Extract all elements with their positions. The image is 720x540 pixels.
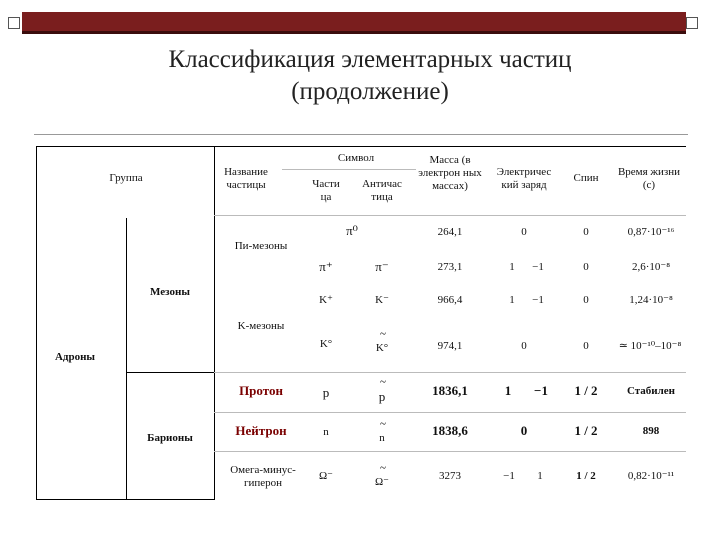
header-spin: Спин [573, 172, 599, 184]
row-lifetime: 2,6·10⁻⁸ [631, 261, 671, 273]
row-antiparticle: K⁻ [375, 294, 389, 306]
header-name: Название частицы [224, 166, 268, 191]
row-charge-antiparticle: −1 [532, 294, 544, 306]
row-mass: 3273 [439, 470, 461, 482]
row-spin: 0 [583, 340, 589, 352]
row-particle: π⁺ [319, 259, 333, 274]
row-charge-antiparticle: 1 [537, 470, 543, 482]
header-underline [214, 215, 686, 216]
title-line-2: (продолжение) [291, 78, 449, 105]
particles-table [36, 146, 686, 500]
row-spin: 0 [583, 294, 589, 306]
row-lifetime: 0,87·10⁻¹⁶ [627, 226, 675, 238]
header-mass: Масса (в электрон ных массах) [418, 154, 482, 192]
row-mass: 264,1 [437, 226, 463, 238]
mesons-baryons-line [126, 372, 214, 373]
tilde-mark: ~ [380, 328, 386, 340]
row-charge-particle: 1 [509, 294, 515, 306]
row-name: Нейтрон [235, 423, 287, 438]
row-lifetime: 0,82·10⁻¹¹ [627, 470, 675, 482]
header-symbol: Символ [337, 152, 375, 164]
row-name: Пи-мезоны [234, 240, 288, 252]
row-spin: 1 / 2 [574, 383, 598, 398]
group-hadrons: Адроны [54, 351, 96, 363]
header-group: Группа [109, 172, 143, 184]
row-particle: p [322, 385, 330, 400]
table-border-top [36, 146, 686, 147]
header-lifetime: Время жизни (с) [617, 166, 681, 191]
row-spin: 0 [583, 261, 589, 273]
table-border-bottom [36, 499, 214, 500]
tilde-mark: ~ [380, 376, 386, 388]
row-mass: 1838,6 [432, 423, 468, 438]
tilde-mark: ~ [380, 462, 386, 474]
row-antiparticle: p [378, 389, 386, 404]
group-baryons: Барионы [147, 432, 193, 444]
table-col-line [214, 146, 215, 500]
row-charge: 0 [520, 423, 528, 438]
row-charge: 0 [521, 340, 527, 352]
row-charge-particle: 1 [504, 383, 512, 398]
row-name: Протон [239, 383, 283, 398]
group-mesons: Мезоны [150, 286, 190, 298]
title-bar-decoration [22, 12, 686, 34]
row-particle: K° [319, 338, 333, 350]
symbol-underline [282, 169, 416, 170]
row-spin: 0 [583, 226, 589, 238]
row-name: K-мезоны [237, 320, 285, 332]
row-particle: n [323, 426, 329, 438]
baryon-sep-3 [214, 451, 686, 452]
row-spin: 1 / 2 [574, 423, 598, 438]
row-antiparticle: Ω⁻ [375, 476, 389, 488]
corner-square-right [686, 17, 698, 29]
row-particle: π⁰ [346, 223, 358, 238]
row-mass: 1836,1 [432, 383, 468, 398]
slide-title [70, 44, 670, 108]
row-antiparticle: π⁻ [375, 259, 389, 274]
table-border-left [36, 146, 37, 500]
row-mass: 966,4 [437, 294, 463, 306]
header-antiparticle: Античас тица [362, 178, 402, 203]
row-lifetime: ≃ 10⁻¹⁰–10⁻⁸ [618, 340, 682, 352]
corner-square-left [8, 17, 20, 29]
row-charge-antiparticle: −1 [532, 261, 544, 273]
baryon-sep-2 [214, 412, 686, 413]
row-mass: 273,1 [437, 261, 463, 273]
row-charge: 0 [521, 226, 527, 238]
row-charge-antiparticle: −1 [534, 383, 548, 398]
title-line-1: Классификация элементарных частиц [168, 46, 572, 73]
header-particle: Части ца [312, 178, 340, 203]
row-name: Омега-минус-гиперон [230, 464, 296, 489]
tilde-mark: ~ [380, 418, 386, 430]
group-sub-line [126, 218, 127, 500]
row-charge-particle: 1 [509, 261, 515, 273]
row-lifetime: 1,24·10⁻⁸ [629, 294, 673, 306]
row-mass: 974,1 [437, 340, 463, 352]
row-lifetime: Стабилен [626, 385, 676, 397]
row-charge-particle: −1 [503, 470, 515, 482]
row-antiparticle: n [379, 432, 385, 444]
header-charge: Электричес кий заряд [496, 166, 552, 191]
baryon-sep-1 [214, 372, 686, 373]
row-spin: 1 / 2 [576, 470, 596, 482]
title-rule [34, 134, 688, 135]
row-particle: Ω⁻ [319, 470, 333, 482]
row-particle: K⁺ [319, 294, 333, 306]
row-antiparticle: K° [375, 342, 389, 354]
row-lifetime: 898 [642, 425, 660, 437]
